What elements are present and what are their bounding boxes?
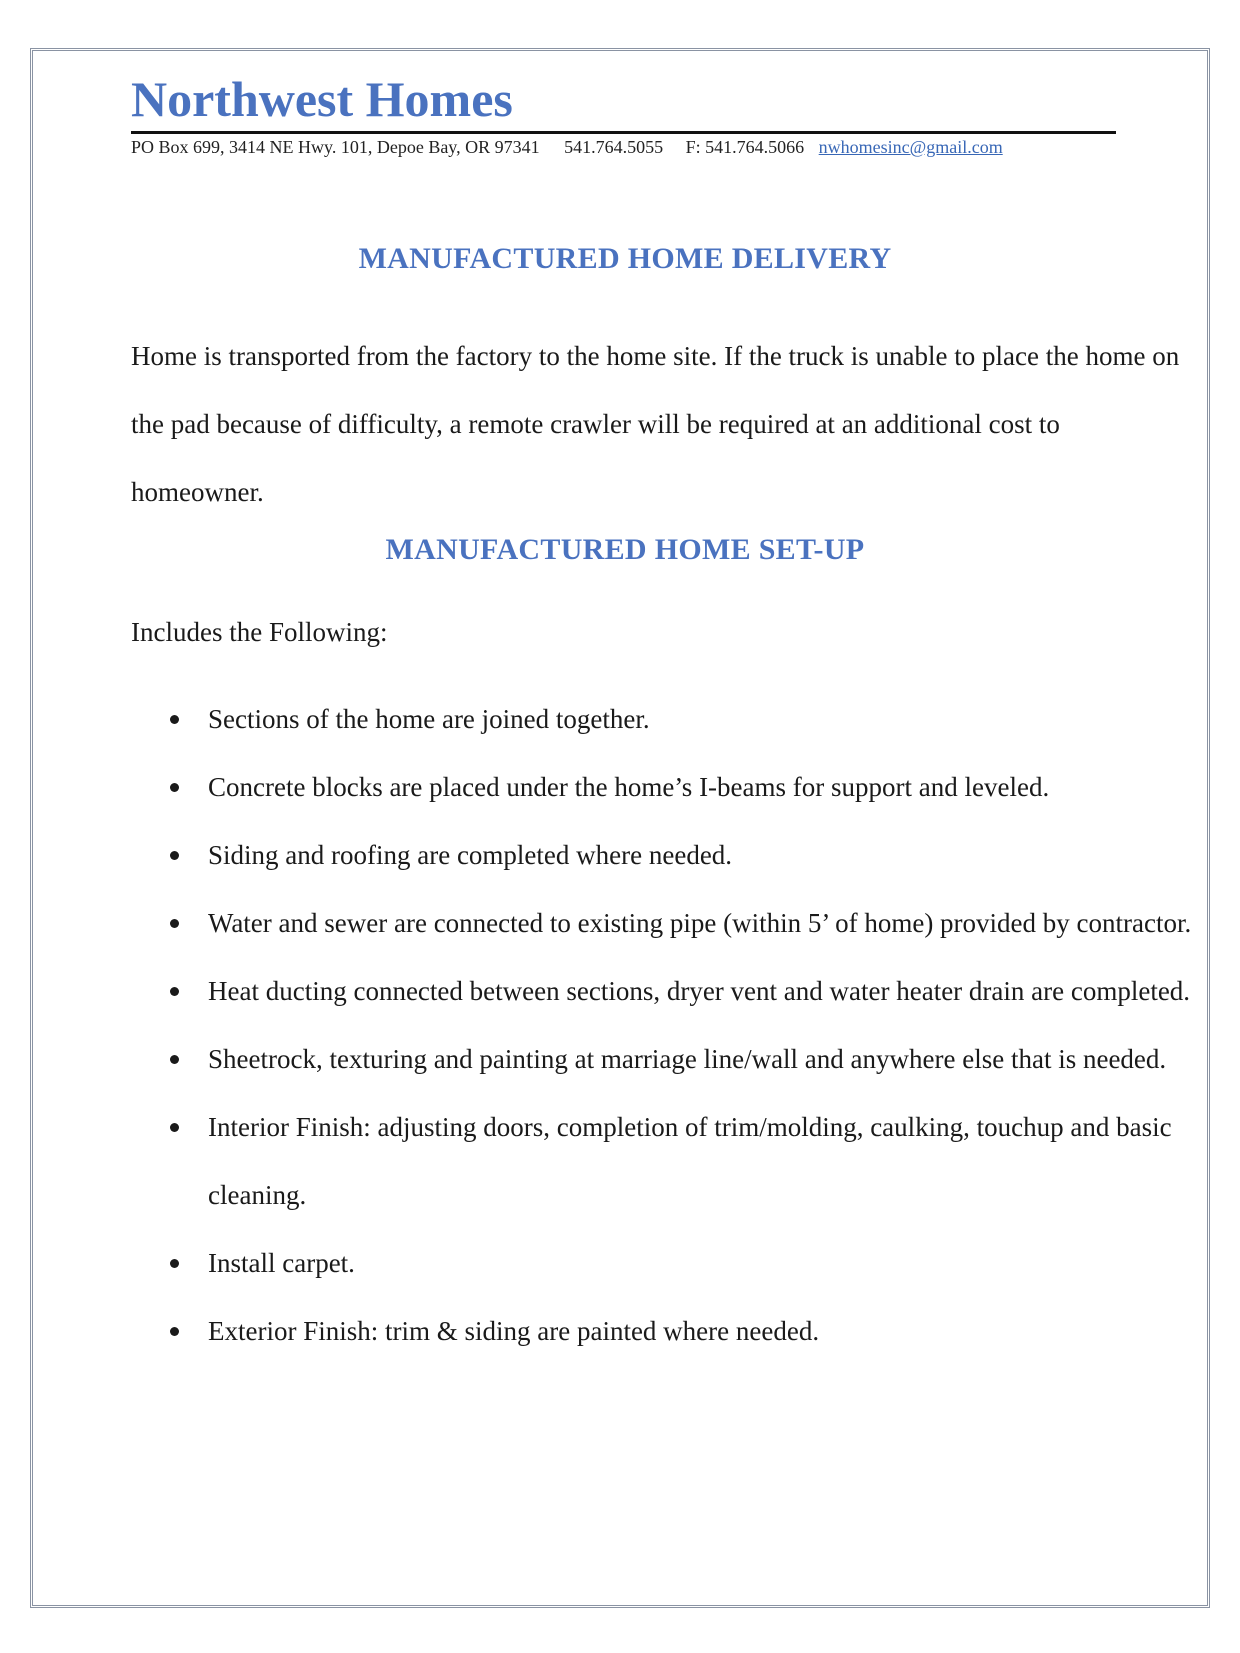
bullet-icon xyxy=(170,1123,179,1132)
contact-line xyxy=(131,137,1003,158)
delivery-heading: MANUFACTURED HOME DELIVERY xyxy=(358,242,892,275)
list-item xyxy=(170,753,1205,821)
list-item-text: Water and sewer are connected to existing pipe (within 5’ of home) provided by contractor. xyxy=(208,908,1192,938)
list-item-text: Sections of the home are joined together. xyxy=(208,704,650,734)
header-rule xyxy=(131,131,1116,134)
setup-intro: Includes the Following: xyxy=(131,617,388,647)
list-item-text: Heat ducting connected between sections, dryer vent and water heater drain are completed. xyxy=(208,976,1191,1006)
list-item-text: Siding and roofing are completed where needed. xyxy=(208,840,733,870)
contact-fax: F: 541.764.5066 xyxy=(685,137,805,157)
company-name: Northwest Homes xyxy=(131,71,513,127)
bullet-icon xyxy=(170,987,179,996)
list-item-text: Interior Finish: adjusting doors, completion of trim/molding, caulking, touchup and basic cleaning. xyxy=(208,1112,1172,1210)
delivery-paragraph: Home is transported from the factory to the home site. If the truck is unable to place the home on the pad because of difficulty, a remote crawler will be required at an additional cost to homeowner. xyxy=(131,341,1180,507)
bullet-icon xyxy=(170,1327,179,1336)
bullet-icon xyxy=(170,1259,179,1268)
bullet-icon xyxy=(170,919,179,928)
list-item xyxy=(170,1229,1205,1297)
list-item-text: Exterior Finish: trim & siding are painted where needed. xyxy=(208,1316,820,1346)
list-item xyxy=(170,685,1205,753)
list-item-text: Concrete blocks are placed under the home’s I-beams for support and leveled. xyxy=(208,772,1050,802)
bullet-icon xyxy=(170,715,179,724)
list-item xyxy=(170,1025,1205,1093)
list-item xyxy=(170,1297,1205,1365)
bullet-icon xyxy=(170,851,179,860)
list-item xyxy=(170,821,1205,889)
setup-heading: MANUFACTURED HOME SET-UP xyxy=(385,533,865,566)
contact-phone: 541.764.5055 xyxy=(564,137,664,157)
list-item xyxy=(170,1093,1205,1229)
setup-list xyxy=(170,685,1205,1365)
list-item xyxy=(170,957,1205,1025)
list-item-text: Sheetrock, texturing and painting at marriage line/wall and anywhere else that is needed. xyxy=(208,1044,1167,1074)
list-item-text: Install carpet. xyxy=(208,1248,355,1278)
list-item xyxy=(170,889,1205,957)
bullet-icon xyxy=(170,1055,179,1064)
bullet-icon xyxy=(170,783,179,792)
contact-address: PO Box 699, 3414 NE Hwy. 101, Depoe Bay, OR 97341 xyxy=(131,137,540,157)
contact-email-link[interactable]: nwhomesinc@gmail.com xyxy=(818,137,1003,157)
